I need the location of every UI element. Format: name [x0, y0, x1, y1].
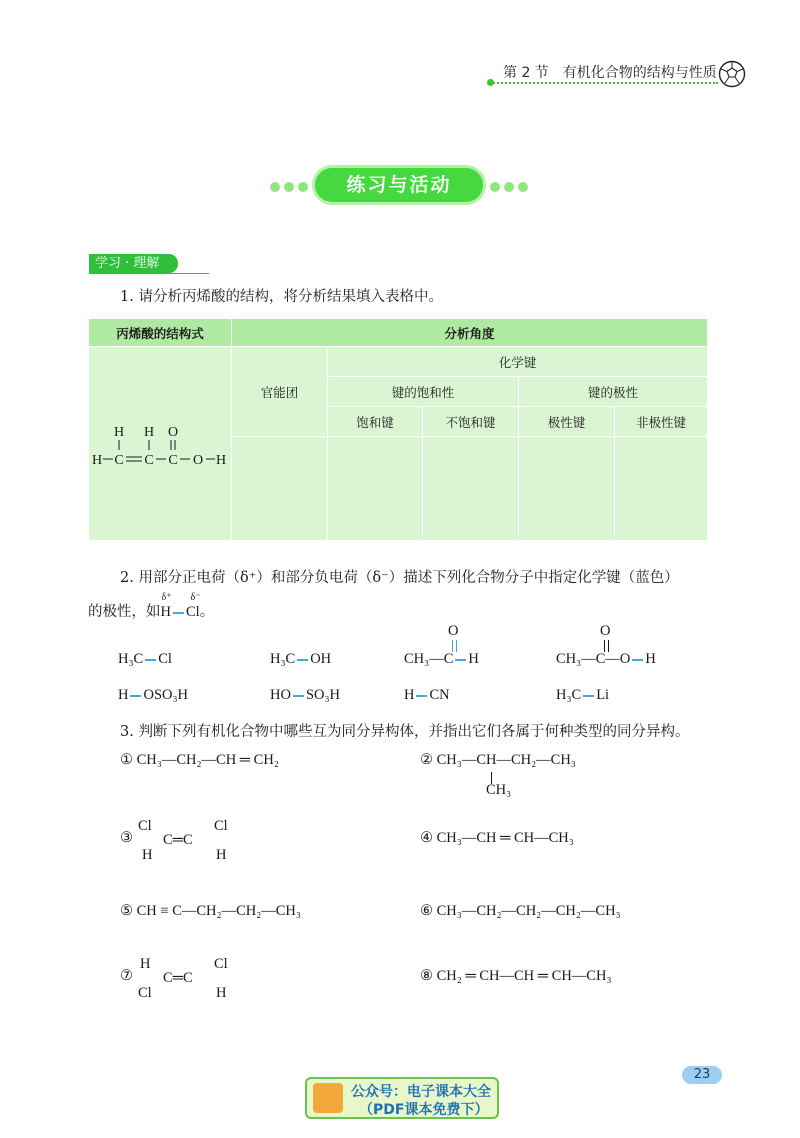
q2-suffix: 。 [199, 604, 215, 620]
struct-h-left: H [91, 452, 103, 468]
polarity-header: 键的极性 [519, 377, 708, 407]
watermark-line1: 公众号：电子课本大全 [351, 1084, 491, 1100]
acrylic-acid-structure [89, 384, 231, 504]
compound-ho-so3h: HO SO₃H [270, 687, 341, 703]
structure-cell [89, 347, 232, 541]
isomer-1: ① CH₃—CH₂—CH ═ CH₂ [120, 752, 279, 768]
functional-group-header: 官能团 [232, 347, 328, 437]
isomer-8: ⑧ CH₂ ═ CH—CH ═ CH—CH₃ [420, 968, 612, 984]
question-2-line1: 2. 用部分正电荷（δ⁺）和部分负电荷（δ⁻）描述下列化合物分子中指定化学键（蓝色） [120, 570, 679, 586]
compound-h-cn: H CN [404, 687, 450, 703]
struct-top-o: O [167, 424, 179, 440]
struct-top-h1: H [113, 424, 125, 440]
chemical-bond-header: 化学键 [328, 347, 708, 377]
compound-h3c-li: H₃C Li [556, 687, 610, 703]
nonpolar-header: 非极性键 [615, 407, 708, 437]
isomer-3: ③ Cl Cl C═C H H [120, 818, 228, 863]
example-hcl [160, 592, 201, 621]
isomer-5: ⑤ CH ≡ C—CH₂—CH₂—CH₃ [120, 903, 301, 919]
example-dplus: δ⁺ [161, 592, 172, 603]
double-bond [604, 640, 609, 652]
carbonyl-o: O [448, 623, 459, 639]
compound-acetaldehyde: O CH₃—C H [404, 623, 479, 667]
compound-acetic-acid: O CH₃—C—O H [556, 623, 656, 667]
compound-h3c-oh: H₃C OH [270, 651, 332, 667]
isomer-7: ⑦ H Cl C═C Cl H [120, 956, 228, 1001]
analysis-table [88, 318, 708, 541]
watermark-line2: （PDF课本免费下） [359, 1102, 489, 1118]
banner-title: 练习与活动 [312, 165, 486, 205]
saturation-header: 键的饱和性 [328, 377, 519, 407]
answer-cell-saturated[interactable] [328, 437, 423, 541]
answer-cell-nonpolar[interactable] [615, 437, 708, 541]
answer-cell-unsaturated[interactable] [423, 437, 519, 541]
banner-dot [270, 182, 280, 192]
isomer-6: ⑥ CH₃—CH₂—CH₂—CH₂—CH₃ [420, 903, 621, 919]
watermark-badge [305, 1077, 499, 1119]
table-header-analysis: 分析角度 [232, 319, 708, 347]
struct-o: O [192, 452, 204, 468]
compound-h3c-cl: H₃C Cl [118, 651, 172, 667]
polar-header: 极性键 [519, 407, 615, 437]
banner-dot [518, 182, 528, 192]
struct-c2: C [144, 452, 154, 468]
q2-prefix: 的极性，如 [88, 604, 161, 620]
example-dminus: δ⁻ [190, 592, 201, 603]
isomer-4: ④ CH₃—CH ═ CH—CH₃ [420, 830, 574, 846]
compound-h-oso3h: H OSO₃H [118, 687, 189, 703]
question-3: 3. 判断下列有机化合物中哪些互为同分异构体，并指出它们各属于何种类型的同分异构。 [120, 724, 690, 740]
chapter-header-title: 第 2 节 有机化合物的结构与性质 [503, 65, 717, 81]
banner-dot [284, 182, 294, 192]
section-tag-underline [89, 273, 209, 274]
answer-cell-polar[interactable] [519, 437, 615, 541]
bond-blue [173, 612, 184, 614]
banner-dot [504, 182, 514, 192]
book-logo-icon [313, 1083, 343, 1113]
struct-c3: C [168, 452, 178, 468]
table-header-structure: 丙烯酸的结构式 [89, 319, 232, 347]
banner-dot [298, 182, 308, 192]
banner-dot [490, 182, 500, 192]
section-banner [270, 165, 528, 207]
fullerene-icon [718, 60, 746, 88]
double-bond-blue [452, 640, 457, 652]
example-atom-cl: Cl [185, 604, 200, 620]
question-2-line2 [88, 592, 215, 621]
page-number: 23 [682, 1066, 722, 1084]
section-tag: 学习 · 理解 [89, 254, 178, 273]
unsaturated-header: 不饱和键 [423, 407, 519, 437]
answer-cell-functional-group[interactable] [232, 437, 328, 541]
branch-methyl: CH₃ [486, 782, 512, 798]
isomer-2: ② CH₃—CH—CH₂—CH₃ CH₃ [420, 752, 576, 798]
struct-c1: C [114, 452, 124, 468]
question-1: 1. 请分析丙烯酸的结构，将分析结果填入表格中。 [120, 289, 443, 305]
carbonyl-o: O [600, 623, 611, 639]
header-dotted-line [490, 82, 718, 84]
example-atom-h: H [160, 604, 171, 620]
struct-top-h2: H [143, 424, 155, 440]
struct-h-right: H [215, 452, 227, 468]
saturated-header: 饱和键 [328, 407, 423, 437]
